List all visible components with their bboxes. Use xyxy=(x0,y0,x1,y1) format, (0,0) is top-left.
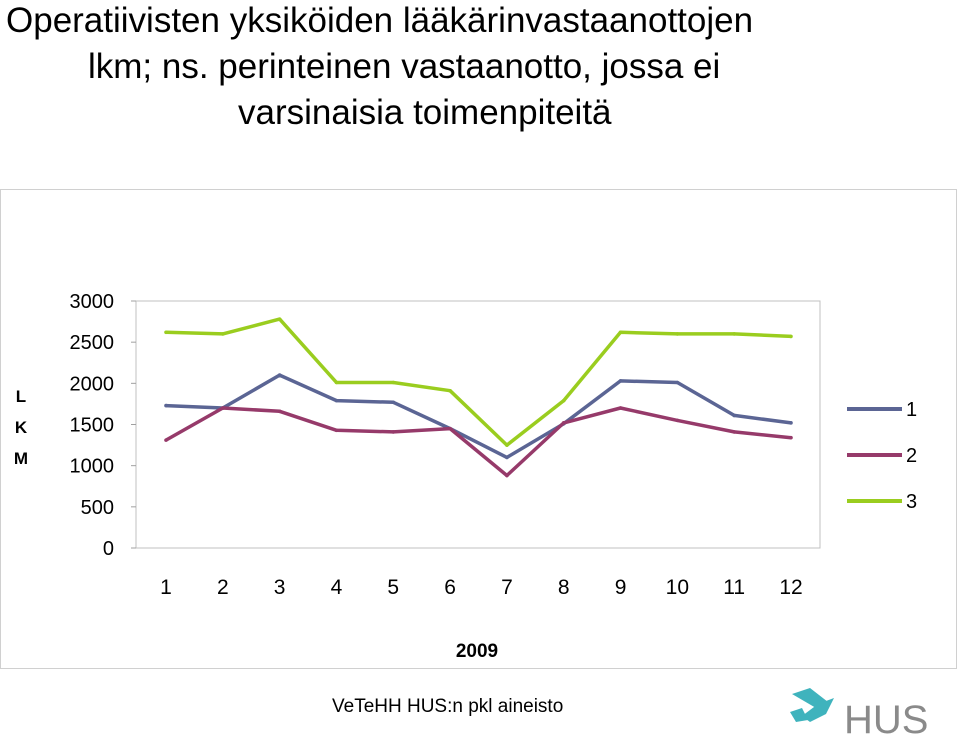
plot-border xyxy=(136,301,820,548)
y-tick-label: 500 xyxy=(80,496,114,519)
legend-label: 1 xyxy=(906,399,918,421)
x-tick-label: 9 xyxy=(614,576,627,599)
data-point xyxy=(676,419,680,423)
hus-logo xyxy=(788,686,938,736)
data-point xyxy=(562,421,566,425)
legend-label: 2 xyxy=(906,445,918,467)
data-point xyxy=(221,332,225,336)
x-axis-label: 2009 xyxy=(455,641,499,662)
y-tick-label: 2500 xyxy=(69,332,114,355)
data-point xyxy=(789,436,793,440)
data-point xyxy=(732,414,736,418)
line-chart xyxy=(1,190,956,668)
data-point xyxy=(391,381,395,385)
title-line-3: varsinaisia toimenpiteitä xyxy=(238,93,612,132)
x-tick-label: 12 xyxy=(779,576,803,599)
data-point xyxy=(562,399,566,403)
data-point xyxy=(164,330,168,334)
data-point xyxy=(278,373,282,377)
data-point xyxy=(278,410,282,414)
y-axis-label-char: M xyxy=(13,449,29,468)
series-lines xyxy=(164,317,793,477)
chart-title xyxy=(6,0,946,136)
data-point xyxy=(789,421,793,425)
data-point xyxy=(676,381,680,385)
data-point xyxy=(619,330,623,334)
data-point xyxy=(391,400,395,404)
hus-logo-text: HUS xyxy=(844,698,929,736)
data-point xyxy=(619,406,623,410)
x-tick-label: 6 xyxy=(444,576,456,599)
data-point xyxy=(221,406,225,410)
y-tick-label: 2000 xyxy=(69,373,114,396)
x-tick-label: 3 xyxy=(273,576,286,599)
data-point xyxy=(278,317,282,321)
y-tick-label: 3000 xyxy=(69,291,114,313)
x-tick-label: 7 xyxy=(501,576,513,599)
title-line-1: Operatiivisten yksiköiden lääkärinvastaanottojen xyxy=(6,1,754,40)
data-point xyxy=(335,428,339,432)
chart-area xyxy=(0,189,957,669)
data-point xyxy=(505,456,509,460)
data-point xyxy=(732,332,736,336)
x-tick-label: 11 xyxy=(723,576,746,599)
data-point xyxy=(505,443,509,447)
data-point xyxy=(164,404,168,408)
x-tick-label: 4 xyxy=(330,576,343,599)
data-point xyxy=(335,399,339,403)
data-point xyxy=(448,389,452,393)
legend-label: 3 xyxy=(906,491,918,513)
legend xyxy=(847,399,917,513)
data-point xyxy=(391,430,395,434)
y-tick-label: 1000 xyxy=(69,455,114,478)
x-tick-label: 5 xyxy=(387,576,400,599)
hus-logo-mark-icon xyxy=(790,688,834,722)
data-point xyxy=(505,474,509,478)
source-note: VeTeHH HUS:n pkl aineisto xyxy=(332,696,564,717)
x-tick-label: 8 xyxy=(557,576,570,599)
y-axis-label-char: K xyxy=(14,418,28,437)
data-point xyxy=(164,438,168,442)
title-line-2: lkm; ns. perinteinen vastaanotto, jossa ei xyxy=(88,47,721,86)
data-point xyxy=(335,381,339,385)
data-point xyxy=(619,379,623,383)
data-point xyxy=(676,332,680,336)
y-tick-label: 0 xyxy=(102,538,114,560)
x-tick-label: 2 xyxy=(216,576,229,599)
y-tick-label: 1500 xyxy=(69,414,114,437)
data-point xyxy=(448,427,452,431)
x-tick-label: 1 xyxy=(160,576,172,599)
axes xyxy=(14,291,820,599)
x-tick-label: 10 xyxy=(665,576,690,599)
data-point xyxy=(789,335,793,339)
data-point xyxy=(732,430,736,434)
y-axis-label-char: L xyxy=(15,387,27,406)
